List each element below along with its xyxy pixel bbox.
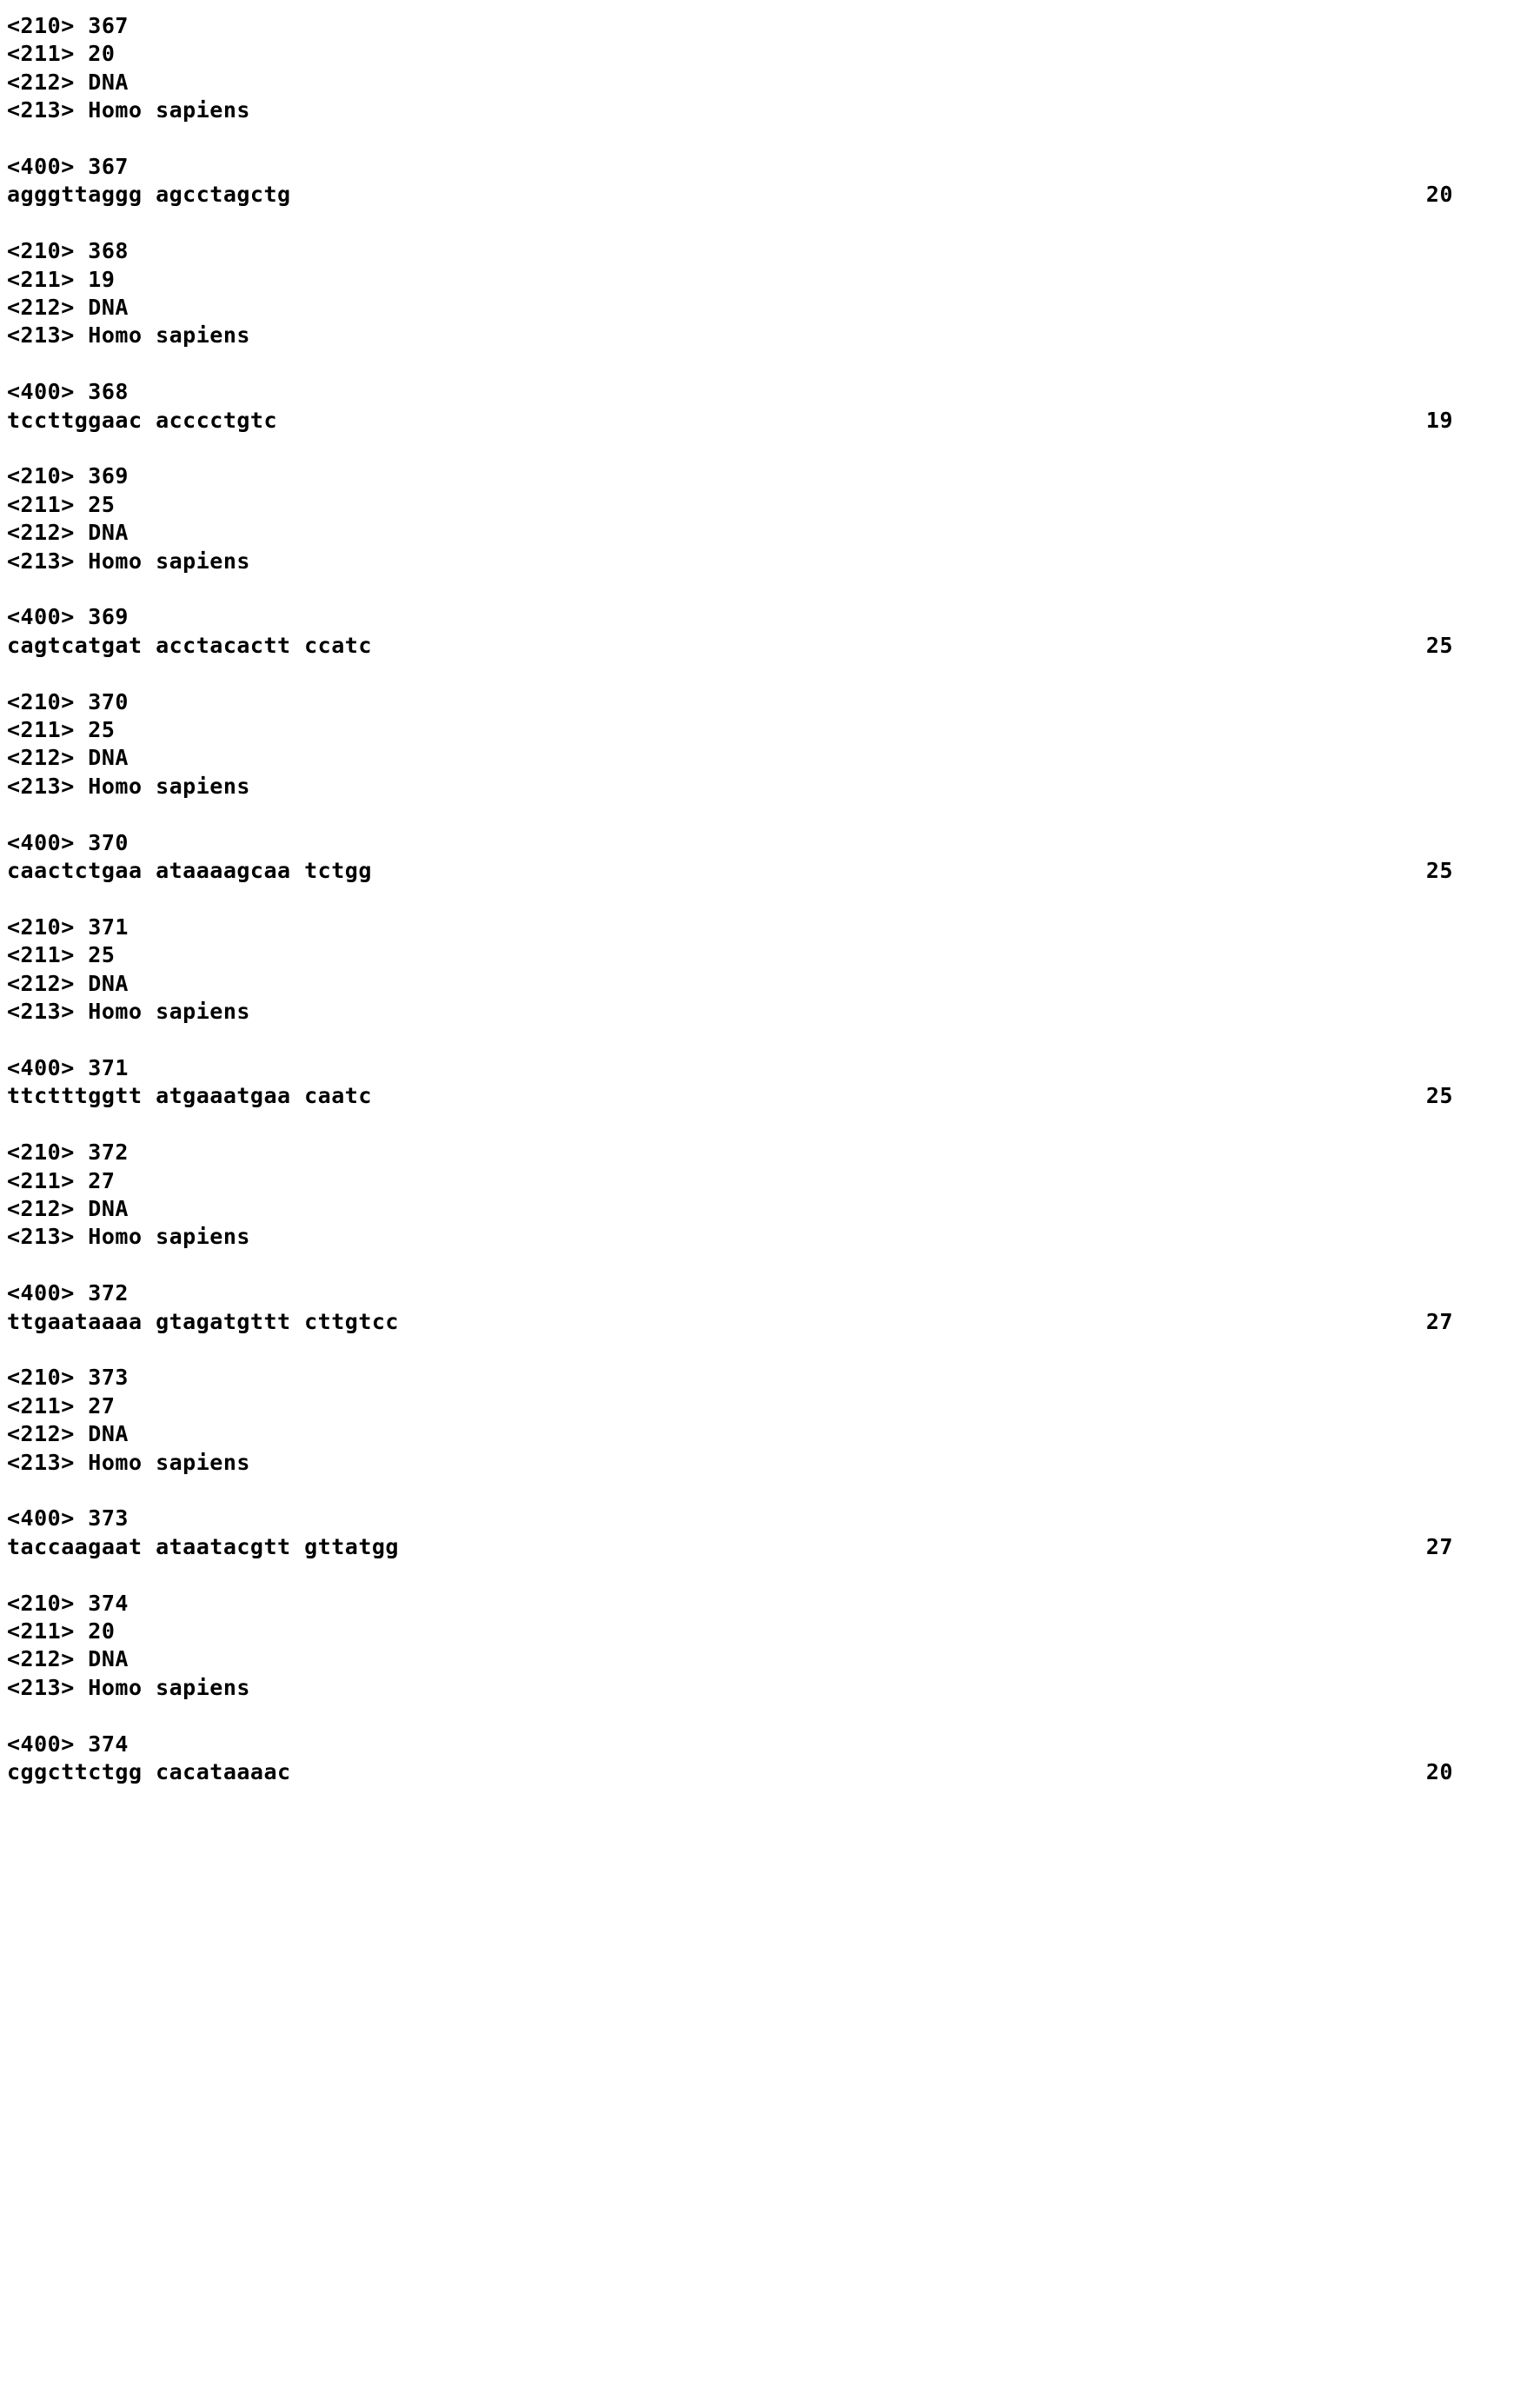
molecule-type-line: <212> DNA [7, 69, 129, 95]
blank-line [7, 1027, 1453, 1054]
sequence-row [7, 1308, 1453, 1336]
blank-line [7, 1336, 1453, 1364]
seq-id-line: <210> 367 [7, 13, 129, 38]
molecule-type-line: <212> DNA [7, 295, 129, 321]
sequence-row [7, 1758, 1453, 1786]
organism-line: <213> Homo sapiens [7, 548, 250, 574]
sequence-entry [7, 237, 1453, 462]
seq-id-line: <210> 368 [7, 238, 129, 264]
blank-line [7, 1111, 1453, 1139]
sequence-row [7, 1082, 1453, 1110]
sequence-text: taccaagaat ataatacgtt gttatgg [7, 1533, 399, 1559]
sequence-text: cggcttctgg cacataaaac [7, 1758, 291, 1784]
length-line: <211> 25 [7, 717, 116, 743]
sequence-row [7, 1533, 1453, 1561]
molecule-type-line: <212> DNA [7, 520, 129, 546]
sequence-entry [7, 1590, 1453, 1787]
sequence-header: <400> 367 [7, 154, 129, 180]
blank-line [7, 660, 1453, 688]
molecule-type-line: <212> DNA [7, 970, 129, 996]
sequence-text: ttctttggtt atgaaatgaa caatc [7, 1083, 372, 1109]
blank-line [7, 435, 1453, 462]
length-line: <211> 25 [7, 942, 116, 968]
sequence-entry [7, 688, 1453, 914]
organism-line: <213> Homo sapiens [7, 1674, 250, 1700]
sequence-text: tccttggaac acccctgtc [7, 407, 278, 433]
sequence-header: <400> 373 [7, 1505, 129, 1532]
sequence-entry [7, 914, 1453, 1139]
sequence-text: ttgaataaaa gtagatgttt cttgtcc [7, 1308, 399, 1334]
molecule-type-line: <212> DNA [7, 1195, 129, 1221]
sequence-length-marker: 25 [1425, 1083, 1453, 1109]
sequence-length-marker: 25 [1425, 632, 1453, 658]
blank-line [7, 1702, 1453, 1730]
seq-id-line: <210> 374 [7, 1590, 129, 1616]
blank-line [7, 801, 1453, 828]
blank-line [7, 350, 1453, 378]
sequence-length-marker: 27 [1425, 1533, 1453, 1559]
blank-line [7, 209, 1453, 237]
organism-line: <213> Homo sapiens [7, 1449, 250, 1475]
sequence-header: <400> 372 [7, 1280, 129, 1306]
sequence-row [7, 181, 1453, 209]
length-line: <211> 20 [7, 41, 116, 67]
sequence-entry [7, 1364, 1453, 1589]
sequence-header: <400> 374 [7, 1731, 129, 1757]
length-line: <211> 27 [7, 1392, 116, 1419]
sequence-row [7, 857, 1453, 885]
seq-id-line: <210> 371 [7, 914, 129, 940]
sequence-text: cagtcatgat acctacactt ccatc [7, 632, 372, 658]
organism-line: <213> Homo sapiens [7, 97, 250, 123]
sequence-length-marker: 20 [1425, 1758, 1453, 1784]
seq-id-line: <210> 372 [7, 1140, 129, 1166]
length-line: <211> 27 [7, 1167, 116, 1193]
molecule-type-line: <212> DNA [7, 1646, 129, 1672]
length-line: <211> 25 [7, 491, 116, 517]
organism-line: <213> Homo sapiens [7, 773, 250, 799]
sequence-row [7, 632, 1453, 660]
blank-line [7, 885, 1453, 913]
length-line: <211> 20 [7, 1618, 116, 1644]
sequence-length-marker: 25 [1425, 858, 1453, 884]
sequence-length-marker: 20 [1425, 182, 1453, 208]
sequence-row [7, 407, 1453, 435]
sequence-entry [7, 1139, 1453, 1364]
molecule-type-line: <212> DNA [7, 745, 129, 771]
organism-line: <213> Homo sapiens [7, 1224, 250, 1250]
sequence-entry [7, 12, 1453, 237]
molecule-type-line: <212> DNA [7, 1421, 129, 1447]
seq-id-line: <210> 370 [7, 688, 129, 714]
sequence-header: <400> 370 [7, 829, 129, 855]
seq-id-line: <210> 373 [7, 1365, 129, 1391]
sequence-header: <400> 371 [7, 1054, 129, 1080]
blank-line [7, 1252, 1453, 1279]
sequence-header: <400> 368 [7, 379, 129, 405]
sequence-text: caactctgaa ataaaagcaa tctgg [7, 858, 372, 884]
sequence-length-marker: 27 [1425, 1308, 1453, 1334]
sequence-text: agggttaggg agcctagctg [7, 182, 291, 208]
seq-id-line: <210> 369 [7, 463, 129, 489]
blank-line [7, 1477, 1453, 1505]
sequence-entry [7, 462, 1453, 688]
organism-line: <213> Homo sapiens [7, 322, 250, 349]
blank-line [7, 1561, 1453, 1589]
length-line: <211> 19 [7, 266, 116, 292]
sequence-header: <400> 369 [7, 604, 129, 630]
sequence-length-marker: 19 [1425, 407, 1453, 433]
blank-line [7, 125, 1453, 153]
blank-line [7, 575, 1453, 603]
organism-line: <213> Homo sapiens [7, 999, 250, 1025]
